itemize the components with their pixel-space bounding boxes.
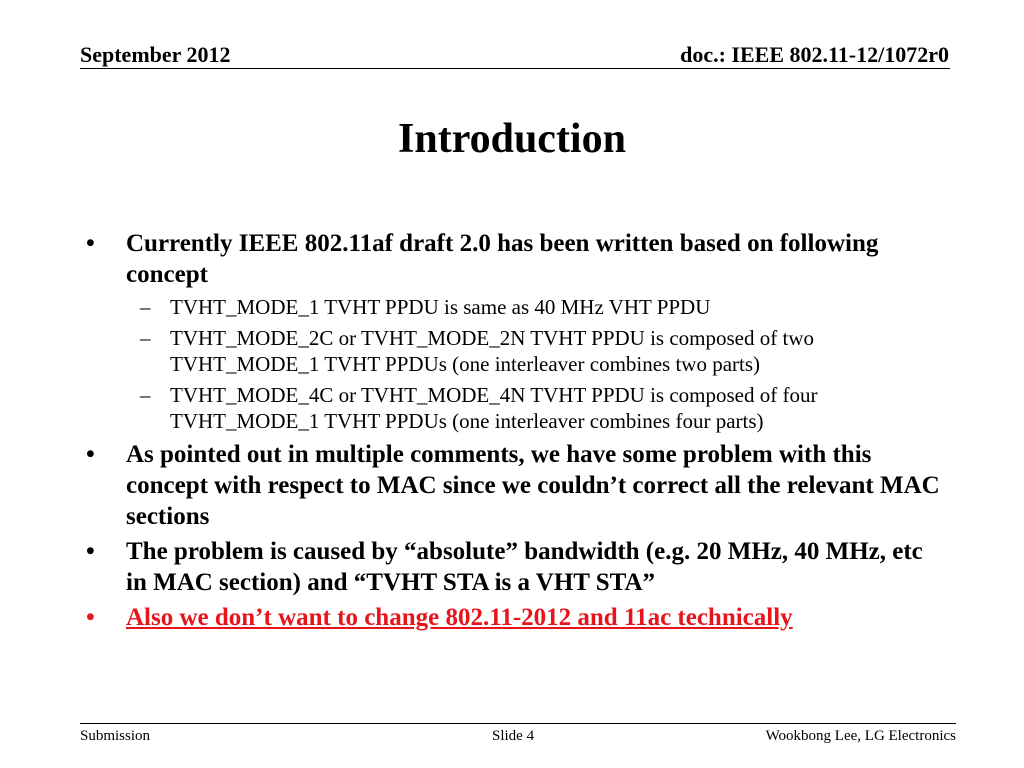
bullet-item: [86, 228, 946, 290]
bullet-item: [86, 536, 946, 598]
bullet-text: Currently IEEE 802.11af draft 2.0 has been written based on following concept: [126, 230, 879, 288]
sub-bullet-item: [86, 382, 946, 434]
sub-bullet-item: [86, 294, 946, 320]
header-date: September 2012: [80, 42, 231, 67]
bullet-item: [86, 439, 946, 532]
bullet-marker: •: [86, 604, 95, 631]
bullet-text: As pointed out in multiple comments, we have some problem with this concept with respect to MAC since we couldn’t correct all the relevant MAC sections: [126, 441, 940, 530]
slide-body: [86, 228, 946, 637]
sub-bullet-marker: –: [140, 383, 151, 407]
sub-bullet-text: TVHT_MODE_2C or TVHT_MODE_2N TVHT PPDU is composed of two TVHT_MODE_1 TVHT PPDUs (one interleaver combines two parts): [170, 326, 814, 376]
slide-title: Introduction: [398, 116, 626, 162]
header-divider: [80, 68, 950, 69]
footer-divider: [80, 723, 956, 724]
bullet-text: The problem is caused by “absolute” bandwidth (e.g. 20 MHz, 40 MHz, etc in MAC section) and “TVHT STA is a VHT STA”: [126, 538, 923, 596]
footer-submission: Submission: [80, 728, 151, 744]
bullet-marker: •: [86, 441, 95, 468]
sub-bullet-item: [86, 325, 946, 377]
footer-slide-number: Slide 4: [492, 728, 535, 744]
sub-bullet-marker: –: [140, 326, 151, 350]
header-doc-id: doc.: IEEE 802.11-12/1072r0: [680, 42, 949, 67]
sub-bullet-text: TVHT_MODE_1 TVHT PPDU is same as 40 MHz VHT PPDU: [170, 295, 711, 319]
bullet-marker: •: [86, 538, 95, 565]
sub-bullet-marker: –: [140, 295, 151, 319]
bullet-text: Also we don’t want to change 802.11-2012 and 11ac technically: [126, 604, 793, 631]
footer-author: Wookbong Lee, LG Electronics: [765, 728, 956, 744]
sub-bullet-text: TVHT_MODE_4C or TVHT_MODE_4N TVHT PPDU is composed of four TVHT_MODE_1 TVHT PPDUs (one interleaver combines four parts): [170, 383, 818, 433]
bullet-item-highlight: [86, 602, 946, 633]
bullet-marker: •: [86, 230, 95, 257]
